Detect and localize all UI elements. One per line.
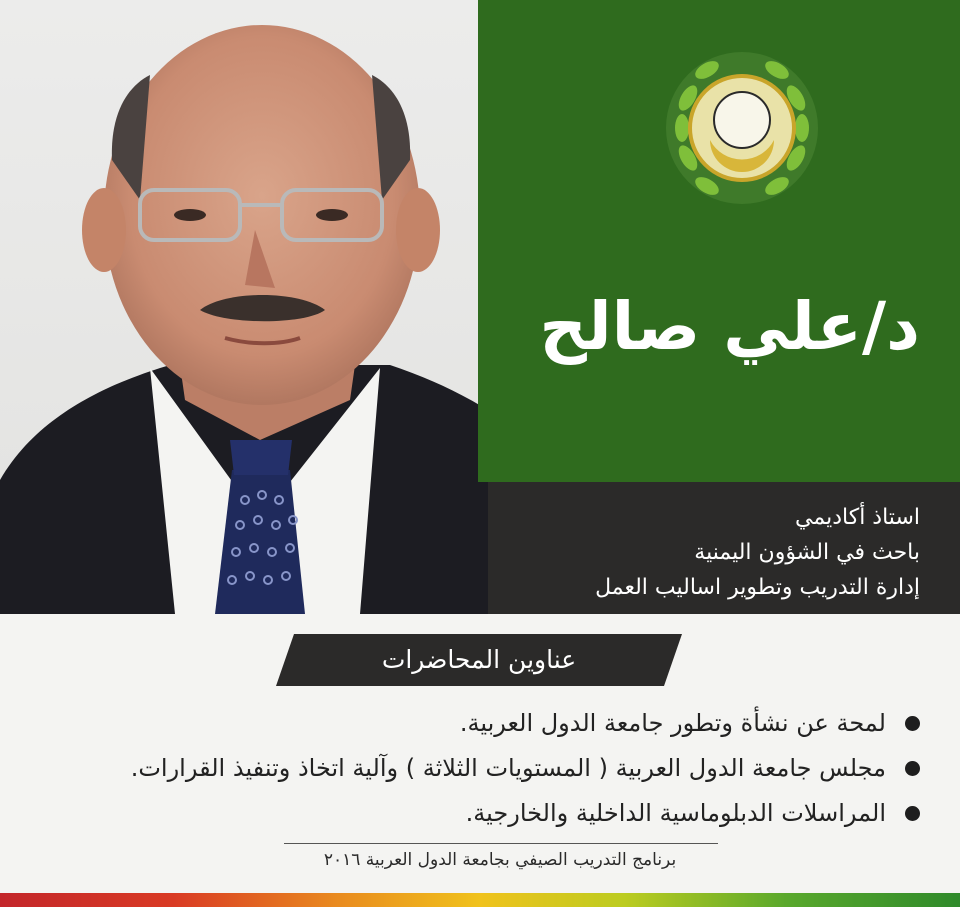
arab-league-emblem-icon bbox=[662, 48, 822, 208]
footer-divider bbox=[284, 843, 718, 844]
list-item bbox=[32, 794, 922, 839]
lecture-title: لمحة عن نشأة وتطور جامعة الدول العربية. bbox=[459, 709, 886, 737]
program-footer: برنامج التدريب الصيفي بجامعة الدول العربية ٢٠١٦ bbox=[323, 850, 677, 870]
color-strip bbox=[0, 893, 960, 907]
portrait-photo-icon bbox=[0, 0, 552, 614]
lecture-title: مجلس جامعة الدول العربية ( المستويات الثلاثة ) وآلية اتخاذ وتنفيذ القرارات. bbox=[130, 754, 886, 782]
speaker-name: د/علي صالح bbox=[539, 288, 920, 365]
speaker-portrait bbox=[0, 0, 552, 614]
list-item bbox=[32, 749, 922, 794]
lectures-heading-banner bbox=[276, 634, 682, 686]
arab-league-emblem bbox=[662, 48, 822, 208]
list-item bbox=[32, 704, 922, 749]
title-line-department: إدارة التدريب وتطوير اساليب العمل bbox=[595, 575, 920, 600]
lecture-title: المراسلات الدبلوماسية الداخلية والخارجية. bbox=[465, 799, 886, 827]
bullet-icon bbox=[905, 761, 920, 776]
bullet-icon bbox=[905, 716, 920, 731]
bullet-icon bbox=[905, 806, 920, 821]
lecture-list bbox=[32, 704, 922, 839]
title-line-researcher: باحث في الشؤون اليمنية bbox=[694, 540, 920, 565]
speaker-titles bbox=[500, 500, 920, 605]
lectures-heading: عناوين المحاضرات bbox=[381, 645, 577, 674]
title-line-academic: استاذ أكاديمي bbox=[795, 505, 920, 530]
